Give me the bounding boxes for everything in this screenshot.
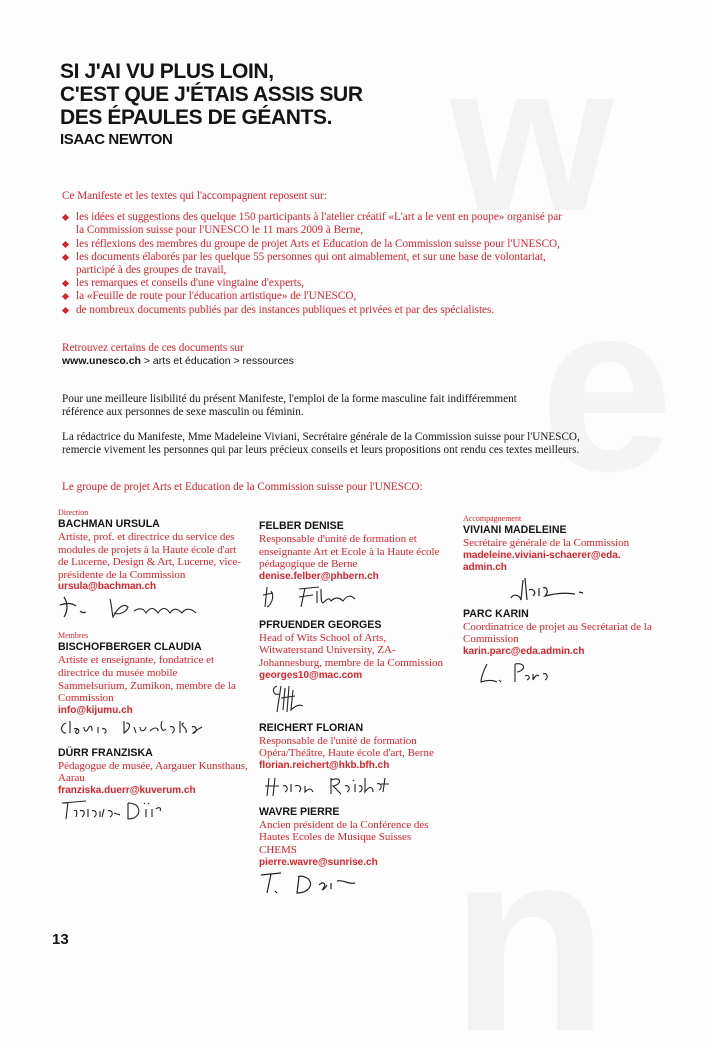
signature-parc bbox=[463, 658, 583, 688]
member-name: BISCHOFBERGER CLAUDIA bbox=[58, 641, 202, 654]
member-description: Secrétaire générale de la Commission bbox=[463, 537, 630, 549]
signature-bischofberger bbox=[58, 717, 238, 739]
member-description: Ancien président de la Conférence des Hautes Ecoles de Musique Suisses CHEMS bbox=[259, 818, 429, 856]
list-item: les documents élaborés par les quelque 55 personnes qui ont aimablement, et sur une base de volontariat, participé à des groupes de travail, bbox=[62, 251, 562, 277]
member-durr bbox=[58, 747, 248, 823]
members-column-3 bbox=[463, 514, 673, 688]
member-wavre bbox=[259, 806, 451, 897]
members-column-2 bbox=[259, 520, 451, 897]
member-description: Responsable d'unité de formation et enseignante Art et Ecole à la Haute école pédagogique de Berne bbox=[259, 533, 440, 571]
signature-reichert bbox=[259, 772, 409, 800]
member-email-cont[interactable]: admin.ch bbox=[463, 561, 507, 573]
member-felber bbox=[259, 520, 451, 613]
member-description: Pédagogue de musée, Aargauer Kunsthaus, Aarau bbox=[58, 759, 248, 785]
group-title: Le groupe de projet Arts et Education de la Commission suisse pour l'UNESCO: bbox=[62, 481, 423, 494]
role-label-accompagnement: Accompagnement bbox=[463, 514, 522, 523]
member-email[interactable]: info@kijumu.ch bbox=[58, 704, 133, 716]
member-name: FELBER DENISE bbox=[259, 520, 344, 532]
member-reichert bbox=[259, 722, 451, 800]
list-item: de nombreux documents publiés par des instances publiques et privées et par des spécialistes. bbox=[62, 304, 562, 317]
list-item: les idées et suggestions des quelque 150 participants à l'atelier créatif «L'art a le vent en poupe» organisé par la Commission suisse pour l'UNESCO le 11 mars 2009 à Berne, bbox=[62, 211, 562, 237]
list-item: les remarques et conseils d'une vingtaine d'experts, bbox=[62, 277, 562, 290]
member-description: Artiste et enseignante, fondatrice et directrice du musée mobile Sammelsurium, Zumikon, membre de la Commission bbox=[58, 654, 236, 705]
readability-note: Pour une meilleure lisibilité du présent Manifeste, l'emploi de la forme masculine fait indifféremment référence aux personnes de sexe masculin ou féminin. bbox=[62, 393, 517, 419]
member-pfruender bbox=[259, 619, 451, 716]
page-number: 13 bbox=[52, 931, 69, 948]
role-label-direction: Direction bbox=[58, 508, 89, 517]
quote-line-1: SI J'AI VU PLUS LOIN, bbox=[60, 60, 274, 83]
quote-line-2: C'EST QUE J'ÉTAIS ASSIS SUR bbox=[60, 83, 363, 106]
member-name: REICHERT FLORIAN bbox=[259, 721, 364, 734]
member-name: BACHMAN URSULA bbox=[58, 518, 160, 530]
list-item: la «Feuille de route pour l'éducation artistique» de l'UNESCO, bbox=[62, 290, 562, 303]
signature-viviani bbox=[463, 574, 623, 604]
retrouvez-section bbox=[62, 342, 542, 368]
signature-wavre bbox=[259, 869, 409, 897]
members-column-1 bbox=[58, 508, 248, 823]
signature-bachman bbox=[58, 593, 228, 621]
member-email[interactable]: karin.parc@eda.admin.ch bbox=[463, 645, 585, 657]
member-bachman bbox=[58, 508, 248, 621]
member-viviani bbox=[463, 514, 673, 604]
role-label-membres: Membres bbox=[58, 631, 89, 641]
svg-text:e: e bbox=[540, 253, 670, 521]
member-email[interactable]: madeleine.viviani-schaerer@eda. bbox=[463, 549, 621, 561]
svg-text:n: n bbox=[450, 796, 605, 1040]
member-name: PFRUENDER GEORGES bbox=[259, 618, 382, 631]
member-email[interactable]: florian.reichert@hkb.bfh.ch bbox=[259, 759, 390, 771]
svg-text:w: w bbox=[450, 40, 610, 255]
member-name: DÜRR FRANZISKA bbox=[58, 746, 153, 759]
signature-pfruender bbox=[259, 682, 339, 716]
intro-section bbox=[62, 190, 562, 317]
signature-durr bbox=[58, 797, 198, 823]
resources-path: > arts et éducation > ressources bbox=[140, 355, 294, 368]
member-email[interactable]: ursula@bachman.ch bbox=[58, 581, 157, 593]
member-description: Artiste, prof. et directrice du service des modules de projets à la Haute école d'art de Lucerne, Design & Art, Lucerne, vice-présidente de la Commission bbox=[58, 531, 241, 581]
member-description: Coordinatrice de projet au Secrétariat de la Commission bbox=[463, 620, 652, 646]
member-email[interactable]: pierre.wavre@sunrise.ch bbox=[259, 856, 378, 868]
member-bischofberger bbox=[58, 631, 248, 738]
member-email[interactable]: georges10@mac.com bbox=[259, 669, 363, 681]
member-name: VIVIANI MADELEINE bbox=[463, 524, 567, 536]
member-email[interactable]: franziska.duerr@kuverum.ch bbox=[58, 784, 196, 796]
member-name: PARC KARIN bbox=[463, 607, 529, 620]
member-email[interactable]: denise.felber@phbern.ch bbox=[259, 570, 379, 582]
resources-url[interactable]: www.unesco.ch bbox=[62, 355, 141, 368]
sources-list bbox=[62, 211, 562, 317]
list-item: les réflexions des membres du groupe de projet Arts et Education de la Commission suisse pour l'UNESCO, bbox=[62, 238, 562, 251]
signature-felber bbox=[259, 583, 409, 613]
thanks-note: La rédactrice du Manifeste, Mme Madeleine Viviani, Secrétaire générale de la Commission suisse pour l'UNESCO, remercie vivement les personnes qui par leurs précieux conseils et leurs propositions ont rendu ces textes meilleurs. bbox=[62, 431, 580, 457]
intro-lead: Ce Manifeste et les textes qui l'accompagnent reposent sur: bbox=[62, 190, 327, 202]
resources-link[interactable] bbox=[62, 355, 542, 368]
member-parc bbox=[463, 608, 673, 688]
retrouvez-text: Retrouvez certains de ces documents sur bbox=[62, 342, 244, 354]
member-description: Head of Wits School of Arts, Witwatersrand University, ZA-Johannesburg, membre de la Commission bbox=[259, 631, 444, 669]
member-description: Responsable de l'unité de formation Opéra/Théâtre, Haute école d'art, Berne bbox=[259, 734, 434, 760]
newton-quote bbox=[60, 60, 363, 150]
quote-line-3: DES ÉPAULES DE GÉANTS. bbox=[60, 106, 333, 129]
member-name: WAVRE PIERRE bbox=[259, 805, 340, 818]
quote-author: ISAAC NEWTON bbox=[60, 131, 173, 148]
